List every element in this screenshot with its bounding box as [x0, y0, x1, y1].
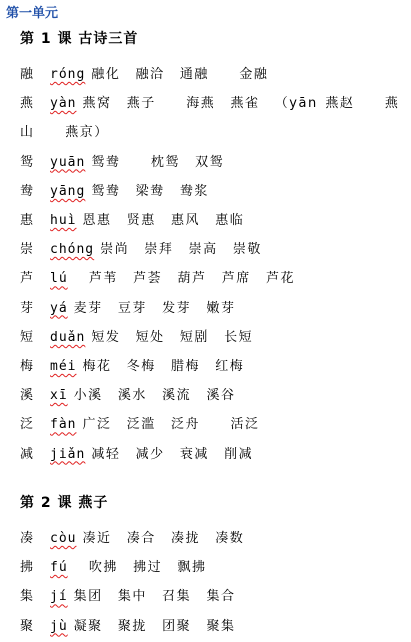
vocab-words: 燕京） — [50, 125, 109, 141]
vocab-words: 燕窝 燕子 海燕 燕雀 （yān 燕赵 燕 — [82, 96, 400, 112]
vocab-row — [20, 212, 244, 230]
vocab-row — [20, 588, 235, 606]
vocab-pinyin: xī — [50, 388, 68, 404]
vocab-words: 吹拂 拂过 飘拂 — [73, 560, 207, 576]
vocab-words: 鸳鸯 枕鸳 双鸳 — [91, 154, 225, 170]
vocab-pinyin: róng — [50, 67, 86, 82]
vocab-character: 燕 — [20, 96, 34, 112]
vocab-row — [20, 241, 262, 259]
vocab-pinyin: yàn — [50, 96, 77, 112]
vocab-row — [20, 329, 253, 347]
vocab-row — [20, 387, 235, 405]
vocab-row — [20, 66, 268, 84]
vocab-pinyin: yāng — [50, 183, 86, 199]
vocab-words: 短发 短处 短剧 长短 — [91, 329, 254, 345]
vocab-row — [20, 124, 109, 142]
vocab-character: 山 — [20, 125, 34, 141]
vocab-character: 减 — [20, 446, 34, 462]
vocab-words: 凑近 凑合 凑拢 凑数 — [82, 531, 245, 546]
vocab-pinyin: duǎn — [50, 329, 86, 345]
vocab-row — [20, 154, 224, 172]
vocab-pinyin: chóng — [50, 242, 95, 258]
vocab-character: 鸯 — [20, 183, 34, 199]
vocab-character: 梅 — [20, 359, 34, 374]
vocab-pinyin: jù — [50, 618, 68, 634]
vocab-words: 麦芽 豆芽 发芽 嫩芽 — [73, 300, 236, 316]
vocab-words: 融化 融洽 通融 金融 — [91, 67, 269, 82]
vocab-character: 崇 — [20, 242, 34, 258]
vocab-words: 芦苇 芦荟 葫芦 芦席 芦花 — [73, 271, 295, 287]
vocab-pinyin: còu — [50, 531, 77, 546]
vocab-pinyin: jí — [50, 589, 68, 605]
vocab-pinyin: lú — [50, 271, 68, 287]
vocab-character: 聚 — [20, 618, 34, 634]
vocab-pinyin: yá — [50, 300, 68, 316]
vocab-row — [20, 183, 209, 201]
vocab-row — [20, 530, 244, 548]
vocab-character: 芦 — [20, 271, 34, 287]
vocab-pinyin: fàn — [50, 417, 77, 433]
vocab-character: 短 — [20, 329, 34, 345]
vocab-row — [20, 446, 253, 464]
vocab-words: 梅花 冬梅 腊梅 红梅 — [82, 359, 245, 374]
unit-title: 第一单元 — [6, 6, 59, 21]
vocab-row — [20, 270, 295, 288]
lesson-title: 第 1 课 古诗三首 — [20, 31, 139, 47]
vocab-character: 拂 — [20, 560, 34, 576]
vocab-row — [20, 559, 206, 577]
vocab-words: 恩惠 贤惠 惠风 惠临 — [82, 213, 245, 228]
vocab-character: 鸳 — [20, 154, 34, 170]
vocab-character: 泛 — [20, 417, 34, 433]
vocab-words: 集团 集中 召集 集合 — [73, 589, 236, 605]
vocab-character: 凑 — [20, 531, 34, 546]
vocab-character: 融 — [20, 67, 34, 82]
vocab-row — [20, 358, 244, 376]
vocab-pinyin: jiǎn — [50, 446, 86, 462]
vocab-words: 凝聚 聚拢 团聚 聚集 — [73, 618, 236, 634]
vocab-row — [20, 95, 399, 113]
vocab-words: 崇尚 崇拜 崇高 崇敬 — [100, 242, 262, 258]
vocab-pinyin: fú — [50, 560, 68, 576]
vocab-character: 芽 — [20, 300, 34, 316]
vocab-character: 集 — [20, 589, 34, 605]
vocab-words: 广泛 泛滥 泛舟 活泛 — [82, 417, 260, 433]
vocab-pinyin: méi — [50, 359, 77, 374]
vocab-character: 惠 — [20, 213, 34, 228]
vocab-pinyin: huì — [50, 213, 77, 228]
vocab-row — [20, 300, 235, 318]
vocab-row — [20, 416, 260, 434]
vocab-words: 鸳鸯 梁鸯 鸯浆 — [91, 183, 209, 199]
lesson-title: 第 2 课 燕子 — [20, 495, 109, 511]
vocab-pinyin: yuān — [50, 154, 86, 170]
vocab-character: 溪 — [20, 388, 34, 404]
vocab-row — [20, 618, 235, 636]
vocab-words: 小溪 溪水 溪流 溪谷 — [73, 388, 236, 404]
vocab-words: 减轻 减少 衰减 削减 — [91, 446, 254, 462]
